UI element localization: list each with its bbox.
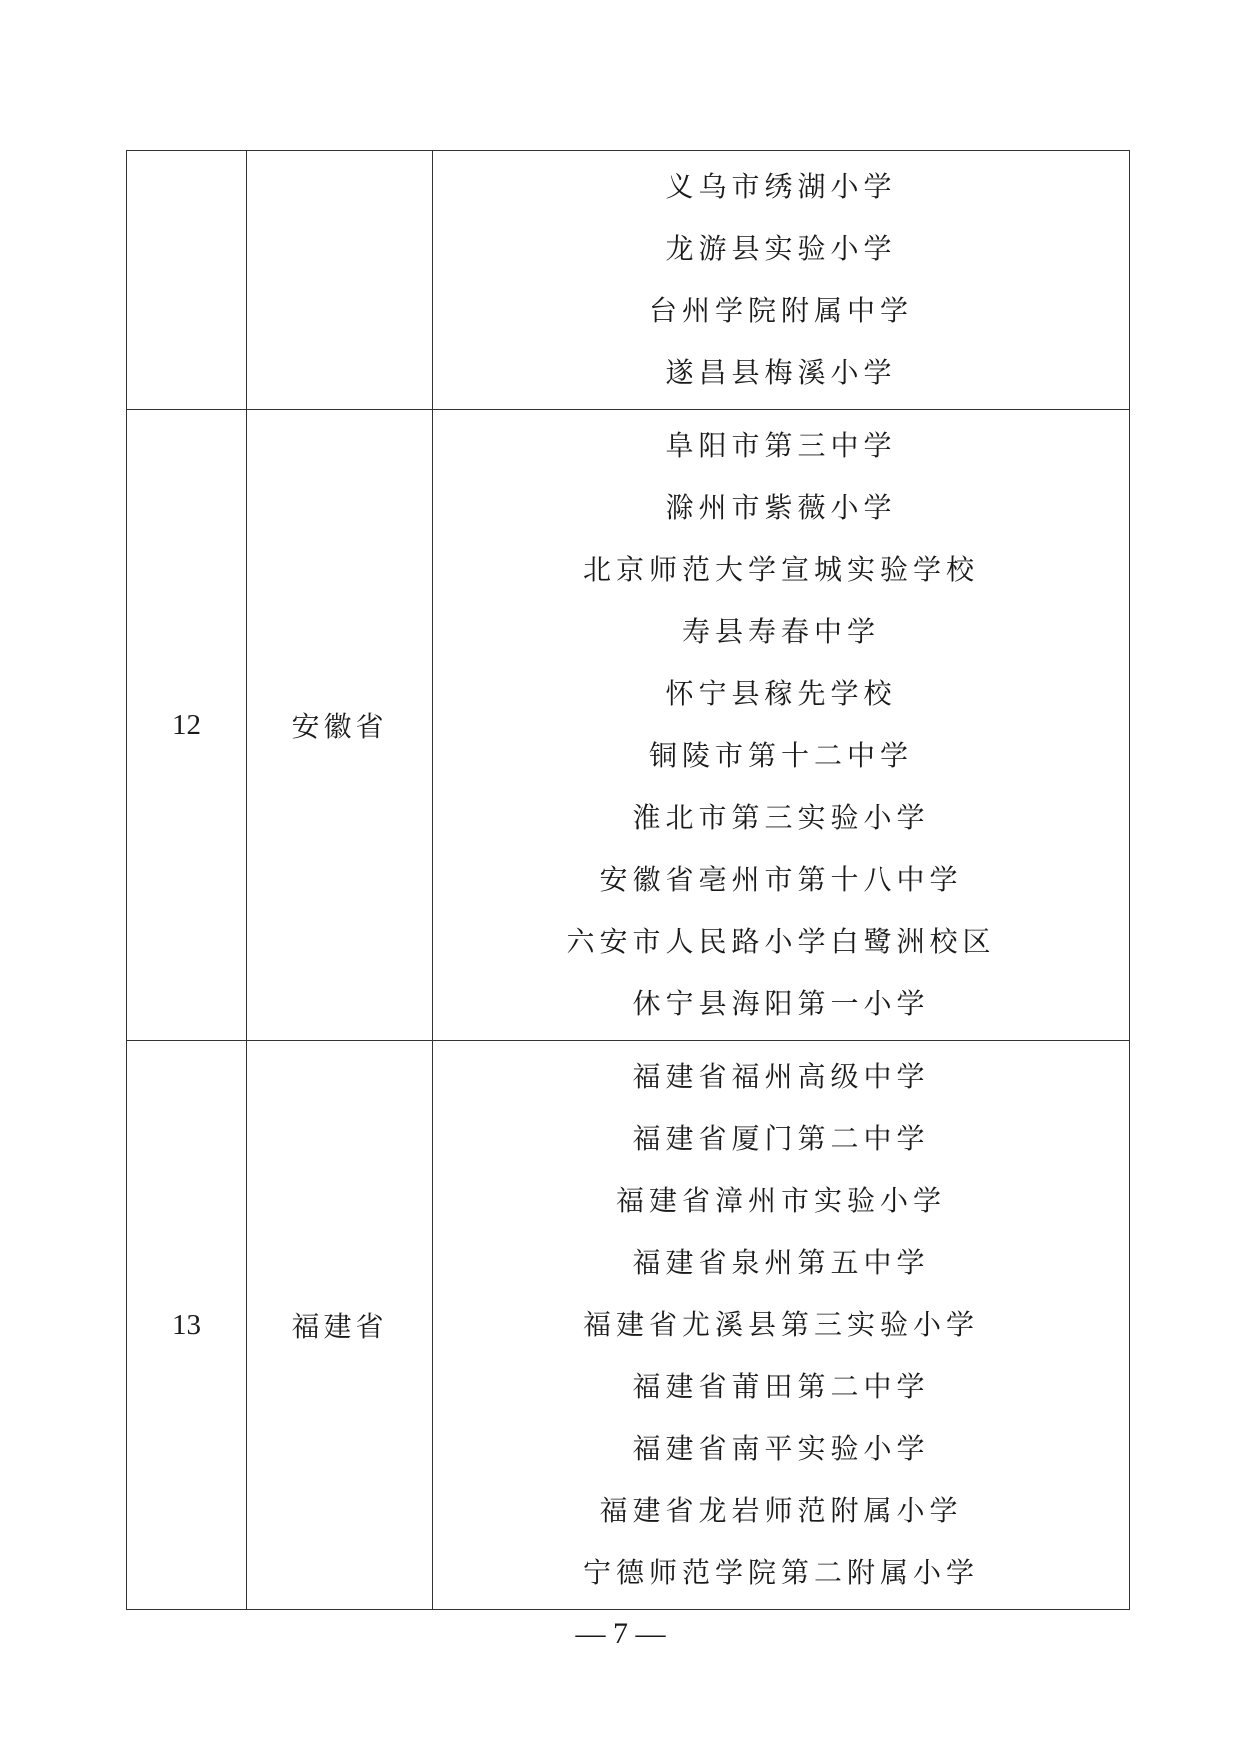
school-list	[433, 1041, 1129, 1609]
province-cell: 安徽省	[247, 410, 433, 1041]
province-cell	[247, 151, 433, 410]
row-number-cell	[127, 151, 247, 410]
school-name: 北京师范大学宣城实验学校	[582, 553, 979, 586]
school-name: 福建省厦门第二中学	[632, 1122, 930, 1155]
school-name: 福建省漳州市实验小学	[615, 1184, 946, 1217]
province-cell: 福建省	[247, 1041, 433, 1610]
school-name: 福建省南平实验小学	[632, 1432, 930, 1465]
schools-table-body	[127, 151, 1130, 1610]
school-list	[433, 151, 1129, 409]
table-row	[127, 410, 1130, 1041]
table-row	[127, 1041, 1130, 1610]
page-number: — 7 —	[575, 1617, 666, 1650]
school-name: 福建省龙岩师范附属小学	[599, 1494, 963, 1527]
school-name: 铜陵市第十二中学	[648, 739, 913, 772]
row-number-cell: 13	[127, 1041, 247, 1610]
school-name: 福建省福州高级中学	[632, 1060, 930, 1093]
school-name: 义乌市绣湖小学	[665, 170, 897, 203]
school-name: 怀宁县稼先学校	[665, 677, 897, 710]
schools-cell	[433, 410, 1130, 1041]
school-list	[433, 410, 1129, 1040]
school-name: 六安市人民路小学白鹭洲校区	[566, 925, 996, 958]
schools-table	[126, 150, 1130, 1610]
school-name: 福建省尤溪县第三实验小学	[582, 1308, 979, 1341]
school-name: 龙游县实验小学	[665, 232, 897, 265]
school-name: 淮北市第三实验小学	[632, 801, 930, 834]
school-name: 福建省莆田第二中学	[632, 1370, 930, 1403]
school-name: 滁州市紫薇小学	[665, 491, 897, 524]
school-name: 休宁县海阳第一小学	[632, 987, 930, 1020]
row-number-cell: 12	[127, 410, 247, 1041]
school-name: 寿县寿春中学	[681, 615, 880, 648]
school-name: 宁德师范学院第二附属小学	[582, 1556, 979, 1589]
table-row	[127, 151, 1130, 410]
schools-cell	[433, 151, 1130, 410]
school-name: 台州学院附属中学	[648, 294, 913, 327]
school-name: 阜阳市第三中学	[665, 429, 897, 462]
schools-cell	[433, 1041, 1130, 1610]
school-name: 安徽省亳州市第十八中学	[599, 863, 963, 896]
school-name: 福建省泉州第五中学	[632, 1246, 930, 1279]
school-name: 遂昌县梅溪小学	[665, 356, 897, 389]
